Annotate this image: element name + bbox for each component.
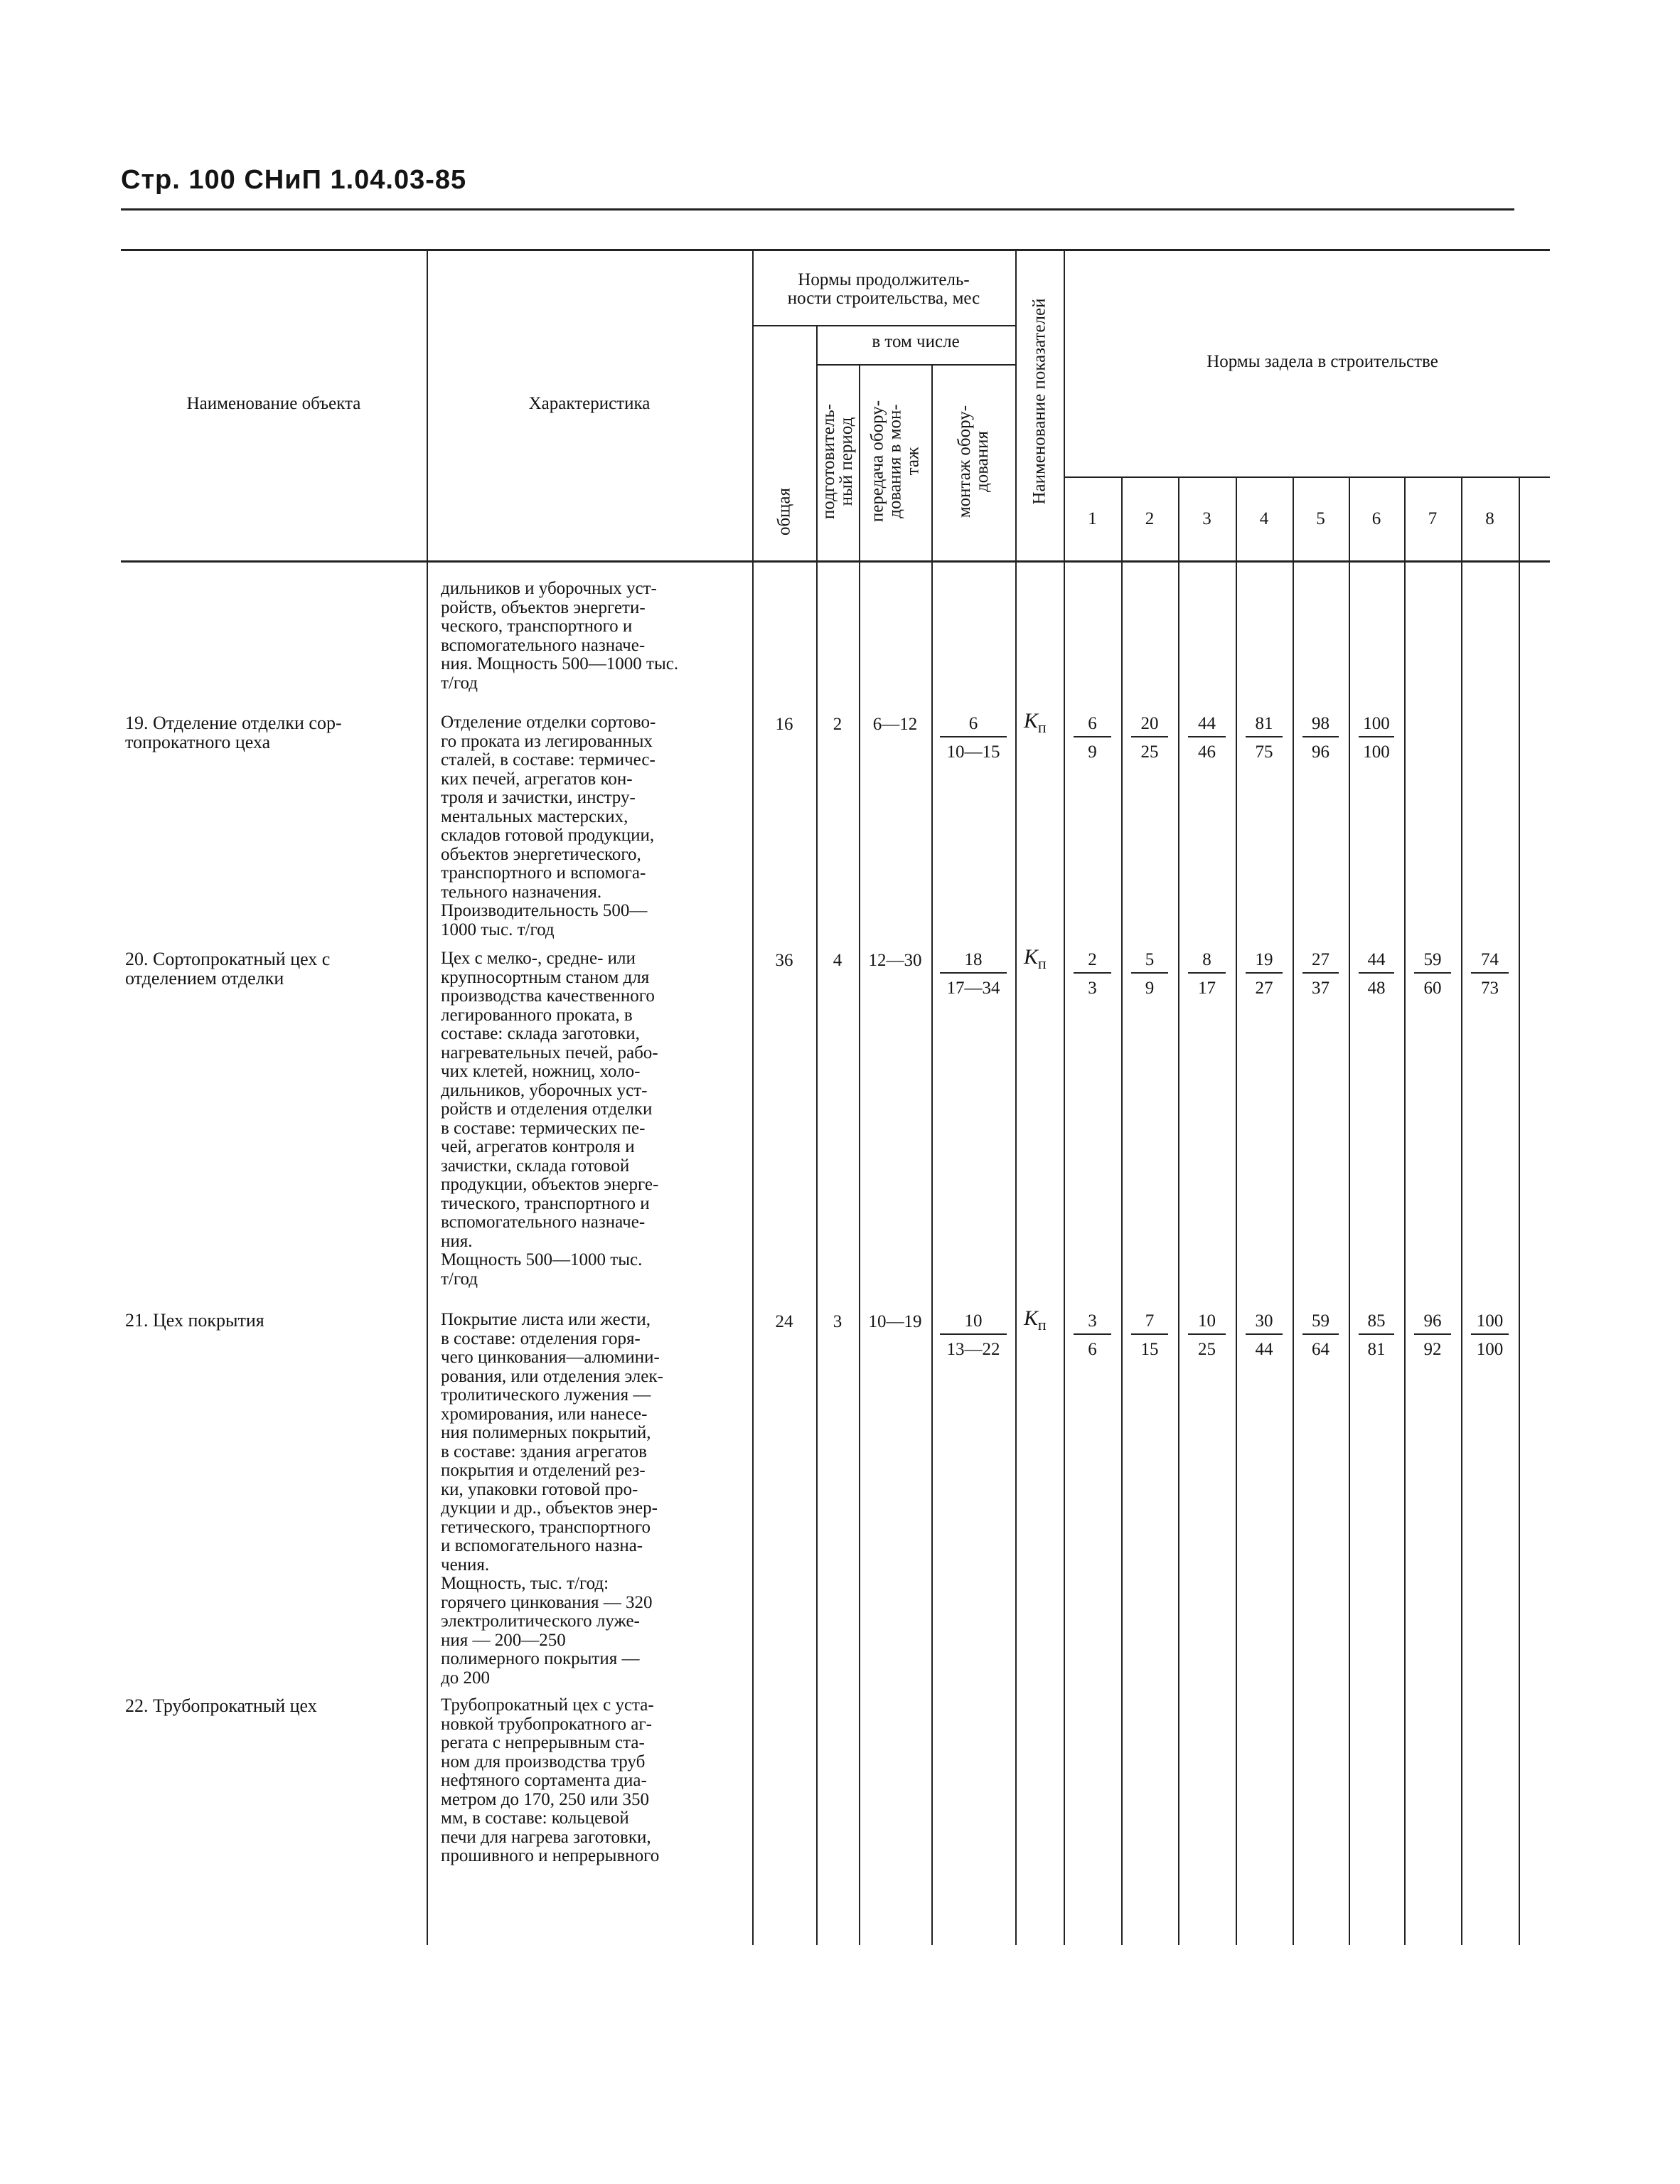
backlog-numerator: 44 — [1188, 713, 1226, 737]
backlog-number-rule — [1064, 476, 1550, 478]
col-header-transfer — [869, 369, 922, 554]
backlog-value-6 — [1359, 1311, 1394, 1360]
characteristic-line: вспомогательного назначе- — [441, 1213, 646, 1232]
backlog-col-number-7: 7 — [1428, 509, 1438, 528]
backlog-numerator: 100 — [1359, 713, 1394, 737]
characteristic-line: чего цинкования—алюмини- — [441, 1348, 660, 1367]
characteristic-line: составе: склада заготовки, — [441, 1025, 640, 1043]
characteristic-line: крупносортным станом для — [441, 968, 650, 987]
backlog-col-number-6: 6 — [1371, 509, 1381, 528]
backlog-denominator: 48 — [1367, 979, 1386, 998]
backlog-denominator: 3 — [1088, 979, 1097, 998]
backlog-numerator: 3 — [1074, 1311, 1111, 1335]
col-divider-backlog-3 — [1236, 476, 1237, 1945]
backlog-value-7 — [1414, 949, 1451, 999]
characteristic-line: хромирования, или нанесе- — [441, 1405, 648, 1424]
backlog-denominator: 60 — [1423, 979, 1442, 998]
characteristic-line: до 200 — [441, 1668, 490, 1688]
characteristic-line: ния полимерных покрытий, — [441, 1424, 651, 1442]
header-bottom-rule — [121, 560, 1550, 563]
characteristic-line: мм, в составе: кольцевой — [441, 1809, 629, 1828]
backlog-numerator: 98 — [1302, 713, 1339, 737]
characteristic-line: Отделение отделки сортово- — [441, 713, 656, 732]
col-divider-backlog-6 — [1404, 476, 1406, 1945]
backlog-numerator: 100 — [1471, 1311, 1509, 1335]
backlog-numerator: 81 — [1246, 713, 1283, 737]
backlog-denominator: 17 — [1198, 979, 1216, 998]
backlog-denominator: 92 — [1423, 1340, 1442, 1359]
characteristic-line: складов готовой продукции, — [441, 826, 655, 845]
backlog-value-1 — [1074, 1311, 1111, 1360]
total-duration: 24 — [775, 1312, 793, 1331]
backlog-numerator: 2 — [1074, 949, 1111, 974]
characteristic-0 — [441, 580, 747, 693]
object-name-1 — [125, 713, 424, 752]
equipment-mounting — [940, 1311, 1007, 1360]
characteristic-line: производства качественного — [441, 987, 655, 1006]
object-name-line: 22. Трубопрокатный цех — [125, 1695, 317, 1716]
col-divider-backlog — [1064, 249, 1065, 1945]
characteristic-line: печи для нагрева заготовки, — [441, 1828, 651, 1847]
characteristic-line: го проката из легированных — [441, 732, 653, 751]
backlog-value-3 — [1188, 949, 1226, 999]
characteristic-line: тического, транспортного и — [441, 1194, 650, 1213]
backlog-denominator: 100 — [1476, 1340, 1504, 1359]
col-header-total — [776, 469, 793, 555]
col-divider-backlog-7 — [1461, 476, 1462, 1945]
characteristic-1 — [441, 713, 747, 939]
col-header-duration-1: Нормы продолжитель- — [798, 270, 970, 289]
col-header-indicator — [1031, 252, 1049, 551]
object-name-2 — [125, 949, 424, 988]
backlog-col-number-8: 8 — [1485, 509, 1494, 528]
characteristic-line: ройств и отделения отделки — [441, 1100, 653, 1119]
indicator-symbol: К — [1024, 709, 1038, 733]
backlog-numerator: 20 — [1131, 713, 1168, 737]
including-rule — [752, 325, 1015, 326]
characteristic-line: ния. Мощность 500—1000 тыс. — [441, 655, 679, 673]
characteristic-line: ния — 200—250 — [441, 1631, 566, 1650]
object-name-3 — [125, 1311, 424, 1330]
backlog-numerator: 74 — [1471, 949, 1509, 974]
characteristic-line: ройств, объектов энергети- — [441, 598, 646, 617]
backlog-value-2 — [1131, 713, 1168, 763]
equipment-mounting — [940, 713, 1007, 763]
characteristic-line: и вспомогательного назна- — [441, 1537, 643, 1555]
characteristic-line: электролитического луже- — [441, 1612, 640, 1631]
backlog-col-number-3: 3 — [1202, 509, 1211, 528]
backlog-col-number-4: 4 — [1259, 509, 1269, 528]
backlog-numerator: 10 — [1188, 1311, 1226, 1335]
characteristic-line: транспортного и вспомога- — [441, 864, 646, 883]
col-header-duration-2: ности строительства, мес — [787, 289, 980, 308]
characteristic-line: чей, агрегатов контроля и — [441, 1138, 635, 1156]
col-header-prep — [820, 369, 855, 554]
header-rule — [121, 208, 1514, 211]
prep-period: 3 — [833, 1312, 842, 1331]
col-divider-indicator — [1015, 249, 1017, 1945]
indicator-subscript: п — [1037, 718, 1047, 736]
characteristic-line: тельного назначения. — [441, 883, 602, 902]
characteristic-line: чих клетей, ножниц, холо- — [441, 1062, 641, 1081]
backlog-denominator: 27 — [1255, 979, 1273, 998]
characteristic-line: дильников и уборочных уст- — [441, 580, 657, 598]
characteristic-line: ном для производства труб — [441, 1752, 646, 1772]
col-header-transfer-line: передача обору- — [867, 400, 887, 523]
backlog-denominator: 25 — [1198, 1340, 1216, 1359]
backlog-numerator: 30 — [1246, 1311, 1283, 1335]
backlog-denominator: 37 — [1312, 979, 1329, 998]
mounting-denominator: 10—15 — [946, 742, 1000, 762]
object-name-4 — [125, 1696, 424, 1715]
characteristic-line: дукции и др., объектов энер- — [441, 1499, 658, 1518]
characteristic-line: рования, или отделения элек- — [441, 1367, 663, 1386]
characteristic-line: ментальных мастерских, — [441, 807, 628, 826]
backlog-denominator: 73 — [1481, 979, 1499, 998]
characteristic-line: в составе: отделения горя- — [441, 1329, 641, 1348]
backlog-numerator: 96 — [1414, 1311, 1451, 1335]
equipment-mounting — [940, 949, 1007, 999]
characteristic-line: вспомогательного назначе- — [441, 636, 646, 655]
col-header-total-line: общая — [774, 487, 794, 536]
col-header-prep-line: подготовитель- — [819, 403, 838, 520]
backlog-denominator: 44 — [1255, 1340, 1273, 1359]
total-duration: 36 — [775, 951, 793, 970]
backlog-denominator: 6 — [1088, 1340, 1097, 1359]
backlog-numerator: 8 — [1188, 949, 1226, 974]
backlog-value-5 — [1302, 713, 1339, 763]
backlog-numerator: 7 — [1131, 1311, 1168, 1335]
backlog-value-6 — [1359, 949, 1394, 999]
characteristic-4 — [441, 1696, 747, 1866]
characteristic-line: т/год — [441, 1269, 478, 1289]
object-name-line: отделением отделки — [125, 968, 284, 989]
backlog-col-number-5: 5 — [1316, 509, 1325, 528]
backlog-value-4 — [1246, 713, 1283, 763]
backlog-denominator: 15 — [1140, 1340, 1159, 1359]
backlog-value-4 — [1246, 1311, 1283, 1360]
characteristic-line: продукции, объектов энерге- — [441, 1176, 659, 1194]
mounting-numerator: 10 — [940, 1311, 1007, 1335]
characteristic-line: дильников, уборочных уст- — [441, 1081, 648, 1100]
col-header-characteristic: Характеристика — [528, 394, 651, 413]
backlog-value-8 — [1471, 1311, 1509, 1360]
characteristic-line: нагревательных печей, рабо- — [441, 1043, 658, 1062]
characteristic-line: тролитического лужения — — [441, 1386, 651, 1405]
equipment-transfer: 10—19 — [868, 1312, 922, 1331]
characteristic-line: полимерного покрытия — — [441, 1650, 640, 1668]
subcol-rule — [816, 364, 1015, 366]
backlog-numerator: 27 — [1302, 949, 1339, 974]
characteristic-line: в составе: термических пе- — [441, 1119, 646, 1138]
characteristic-line: объектов энергетического, — [441, 845, 641, 864]
backlog-numerator: 44 — [1359, 949, 1394, 974]
backlog-value-8 — [1471, 949, 1509, 999]
backlog-value-5 — [1302, 1311, 1339, 1360]
characteristic-line: Мощность 500—1000 тыс. — [441, 1251, 643, 1269]
characteristic-line: чения. — [441, 1555, 490, 1575]
col-header-backlog: Нормы задела в строительстве — [1207, 352, 1438, 371]
col-divider-backlog-8 — [1519, 476, 1520, 1945]
backlog-denominator: 75 — [1255, 742, 1273, 762]
characteristic-line: прошивного и непрерывного — [441, 1847, 660, 1865]
col-divider-mount — [931, 364, 933, 1945]
object-name-line: 21. Цех покрытия — [125, 1310, 264, 1331]
col-header-indicator-line: Наименование показателей — [1029, 298, 1049, 505]
col-header-mounting-line: монтаж обору- — [955, 405, 974, 518]
backlog-value-3 — [1188, 713, 1226, 763]
col-divider-backlog-4 — [1293, 476, 1294, 1945]
characteristic-2 — [441, 949, 747, 1289]
col-header-transfer-line: дования в мон- — [885, 404, 905, 518]
total-duration: 16 — [775, 715, 793, 734]
col-divider-backlog-1 — [1121, 476, 1123, 1945]
col-divider-total — [752, 249, 754, 1945]
characteristic-line: Цех с мелко-, средне- или — [441, 949, 636, 968]
indicator-kp — [1024, 945, 1047, 973]
characteristic-3 — [441, 1311, 747, 1688]
mounting-denominator: 13—22 — [946, 1340, 1000, 1359]
col-header-mounting — [956, 369, 991, 554]
characteristic-line: метром до 170, 250 или 350 — [441, 1790, 649, 1809]
equipment-transfer: 6—12 — [872, 715, 918, 734]
backlog-numerator: 19 — [1246, 949, 1283, 974]
characteristic-line: гетического, транспортного — [441, 1518, 651, 1537]
characteristic-line: сталей, в составе: термичес- — [441, 751, 656, 769]
characteristic-line: новкой трубопрокатного аг- — [441, 1715, 652, 1734]
backlog-value-3 — [1188, 1311, 1226, 1360]
backlog-denominator: 9 — [1088, 742, 1097, 762]
mounting-numerator: 18 — [940, 949, 1007, 974]
col-header-prep-line: ный период — [837, 417, 856, 506]
indicator-kp — [1024, 709, 1047, 737]
backlog-value-1 — [1074, 713, 1111, 763]
backlog-value-6 — [1359, 713, 1394, 763]
characteristic-line: 1000 тыс. т/год — [441, 920, 555, 939]
indicator-subscript: п — [1037, 1316, 1047, 1333]
characteristic-line: ких печей, агрегатов кон- — [441, 769, 633, 789]
characteristic-line: ки, упаковки готовой про- — [441, 1480, 638, 1499]
characteristic-line: покрытия и отделений рез- — [441, 1461, 646, 1480]
characteristic-line: регата с непрерывным ста- — [441, 1734, 645, 1752]
characteristic-line: Покрытие листа или жести, — [441, 1311, 651, 1329]
object-name-line: 20. Сортопрокатный цех с — [125, 949, 331, 969]
mounting-denominator: 17—34 — [946, 979, 1000, 998]
backlog-denominator: 46 — [1198, 742, 1216, 762]
characteristic-line: т/год — [441, 673, 478, 693]
backlog-value-2 — [1131, 1311, 1168, 1360]
characteristic-line: Трубопрокатный цех с уста- — [441, 1696, 654, 1715]
backlog-denominator: 100 — [1363, 742, 1390, 762]
backlog-value-4 — [1246, 949, 1283, 999]
prep-period: 4 — [833, 951, 842, 970]
object-name-line: 19. Отделение отделки сор- — [125, 713, 342, 733]
backlog-denominator: 64 — [1312, 1340, 1329, 1359]
backlog-numerator: 59 — [1414, 949, 1451, 974]
col-divider-prep — [816, 325, 818, 1945]
equipment-transfer: 12—30 — [868, 951, 922, 970]
characteristic-line: троля и зачистки, инстру- — [441, 789, 636, 807]
indicator-subscript: п — [1037, 954, 1047, 972]
backlog-denominator: 96 — [1312, 742, 1329, 762]
backlog-numerator: 5 — [1131, 949, 1168, 974]
col-header-mounting-line: дования — [973, 430, 992, 493]
page-header: Стр. 100 СНиП 1.04.03-85 — [121, 165, 467, 195]
characteristic-line: легированного проката, в — [441, 1006, 633, 1025]
characteristic-line: горячего цинкования — 320 — [441, 1593, 653, 1612]
backlog-numerator: 59 — [1302, 1311, 1339, 1335]
col-divider-char — [427, 249, 428, 1945]
mounting-numerator: 6 — [940, 713, 1007, 737]
col-divider-backlog-5 — [1349, 476, 1350, 1945]
indicator-symbol: К — [1024, 945, 1038, 969]
backlog-col-number-1: 1 — [1088, 509, 1097, 528]
backlog-denominator: 81 — [1367, 1340, 1386, 1359]
characteristic-line: в составе: здания агрегатов — [441, 1442, 647, 1461]
indicator-symbol: К — [1024, 1306, 1038, 1330]
characteristic-line: ния. — [441, 1232, 473, 1251]
backlog-value-2 — [1131, 949, 1168, 999]
backlog-value-1 — [1074, 949, 1111, 999]
col-divider-transfer — [859, 364, 860, 1945]
backlog-numerator: 6 — [1074, 713, 1111, 737]
backlog-numerator: 85 — [1359, 1311, 1394, 1335]
object-name-line: топрокатного цеха — [125, 732, 271, 752]
backlog-col-number-2: 2 — [1145, 509, 1155, 528]
indicator-kp — [1024, 1306, 1047, 1334]
characteristic-line: Производительность 500— — [441, 902, 648, 920]
col-header-name: Наименование объекта — [186, 394, 361, 413]
characteristic-line: Мощность, тыс. т/год: — [441, 1575, 609, 1593]
backlog-value-7 — [1414, 1311, 1451, 1360]
backlog-denominator: 9 — [1145, 979, 1155, 998]
col-header-including: в том числе — [872, 332, 960, 351]
col-divider-backlog-2 — [1178, 476, 1179, 1945]
prep-period: 2 — [833, 715, 842, 734]
characteristic-line: зачистки, склада готовой — [441, 1156, 630, 1176]
backlog-denominator: 25 — [1140, 742, 1159, 762]
backlog-value-5 — [1302, 949, 1339, 999]
table-top-rule — [121, 249, 1550, 251]
col-header-transfer-line: таж — [903, 447, 923, 476]
characteristic-line: нефтяного сортамента диа- — [441, 1772, 647, 1790]
characteristic-line: ческого, транспортного и — [441, 617, 633, 636]
